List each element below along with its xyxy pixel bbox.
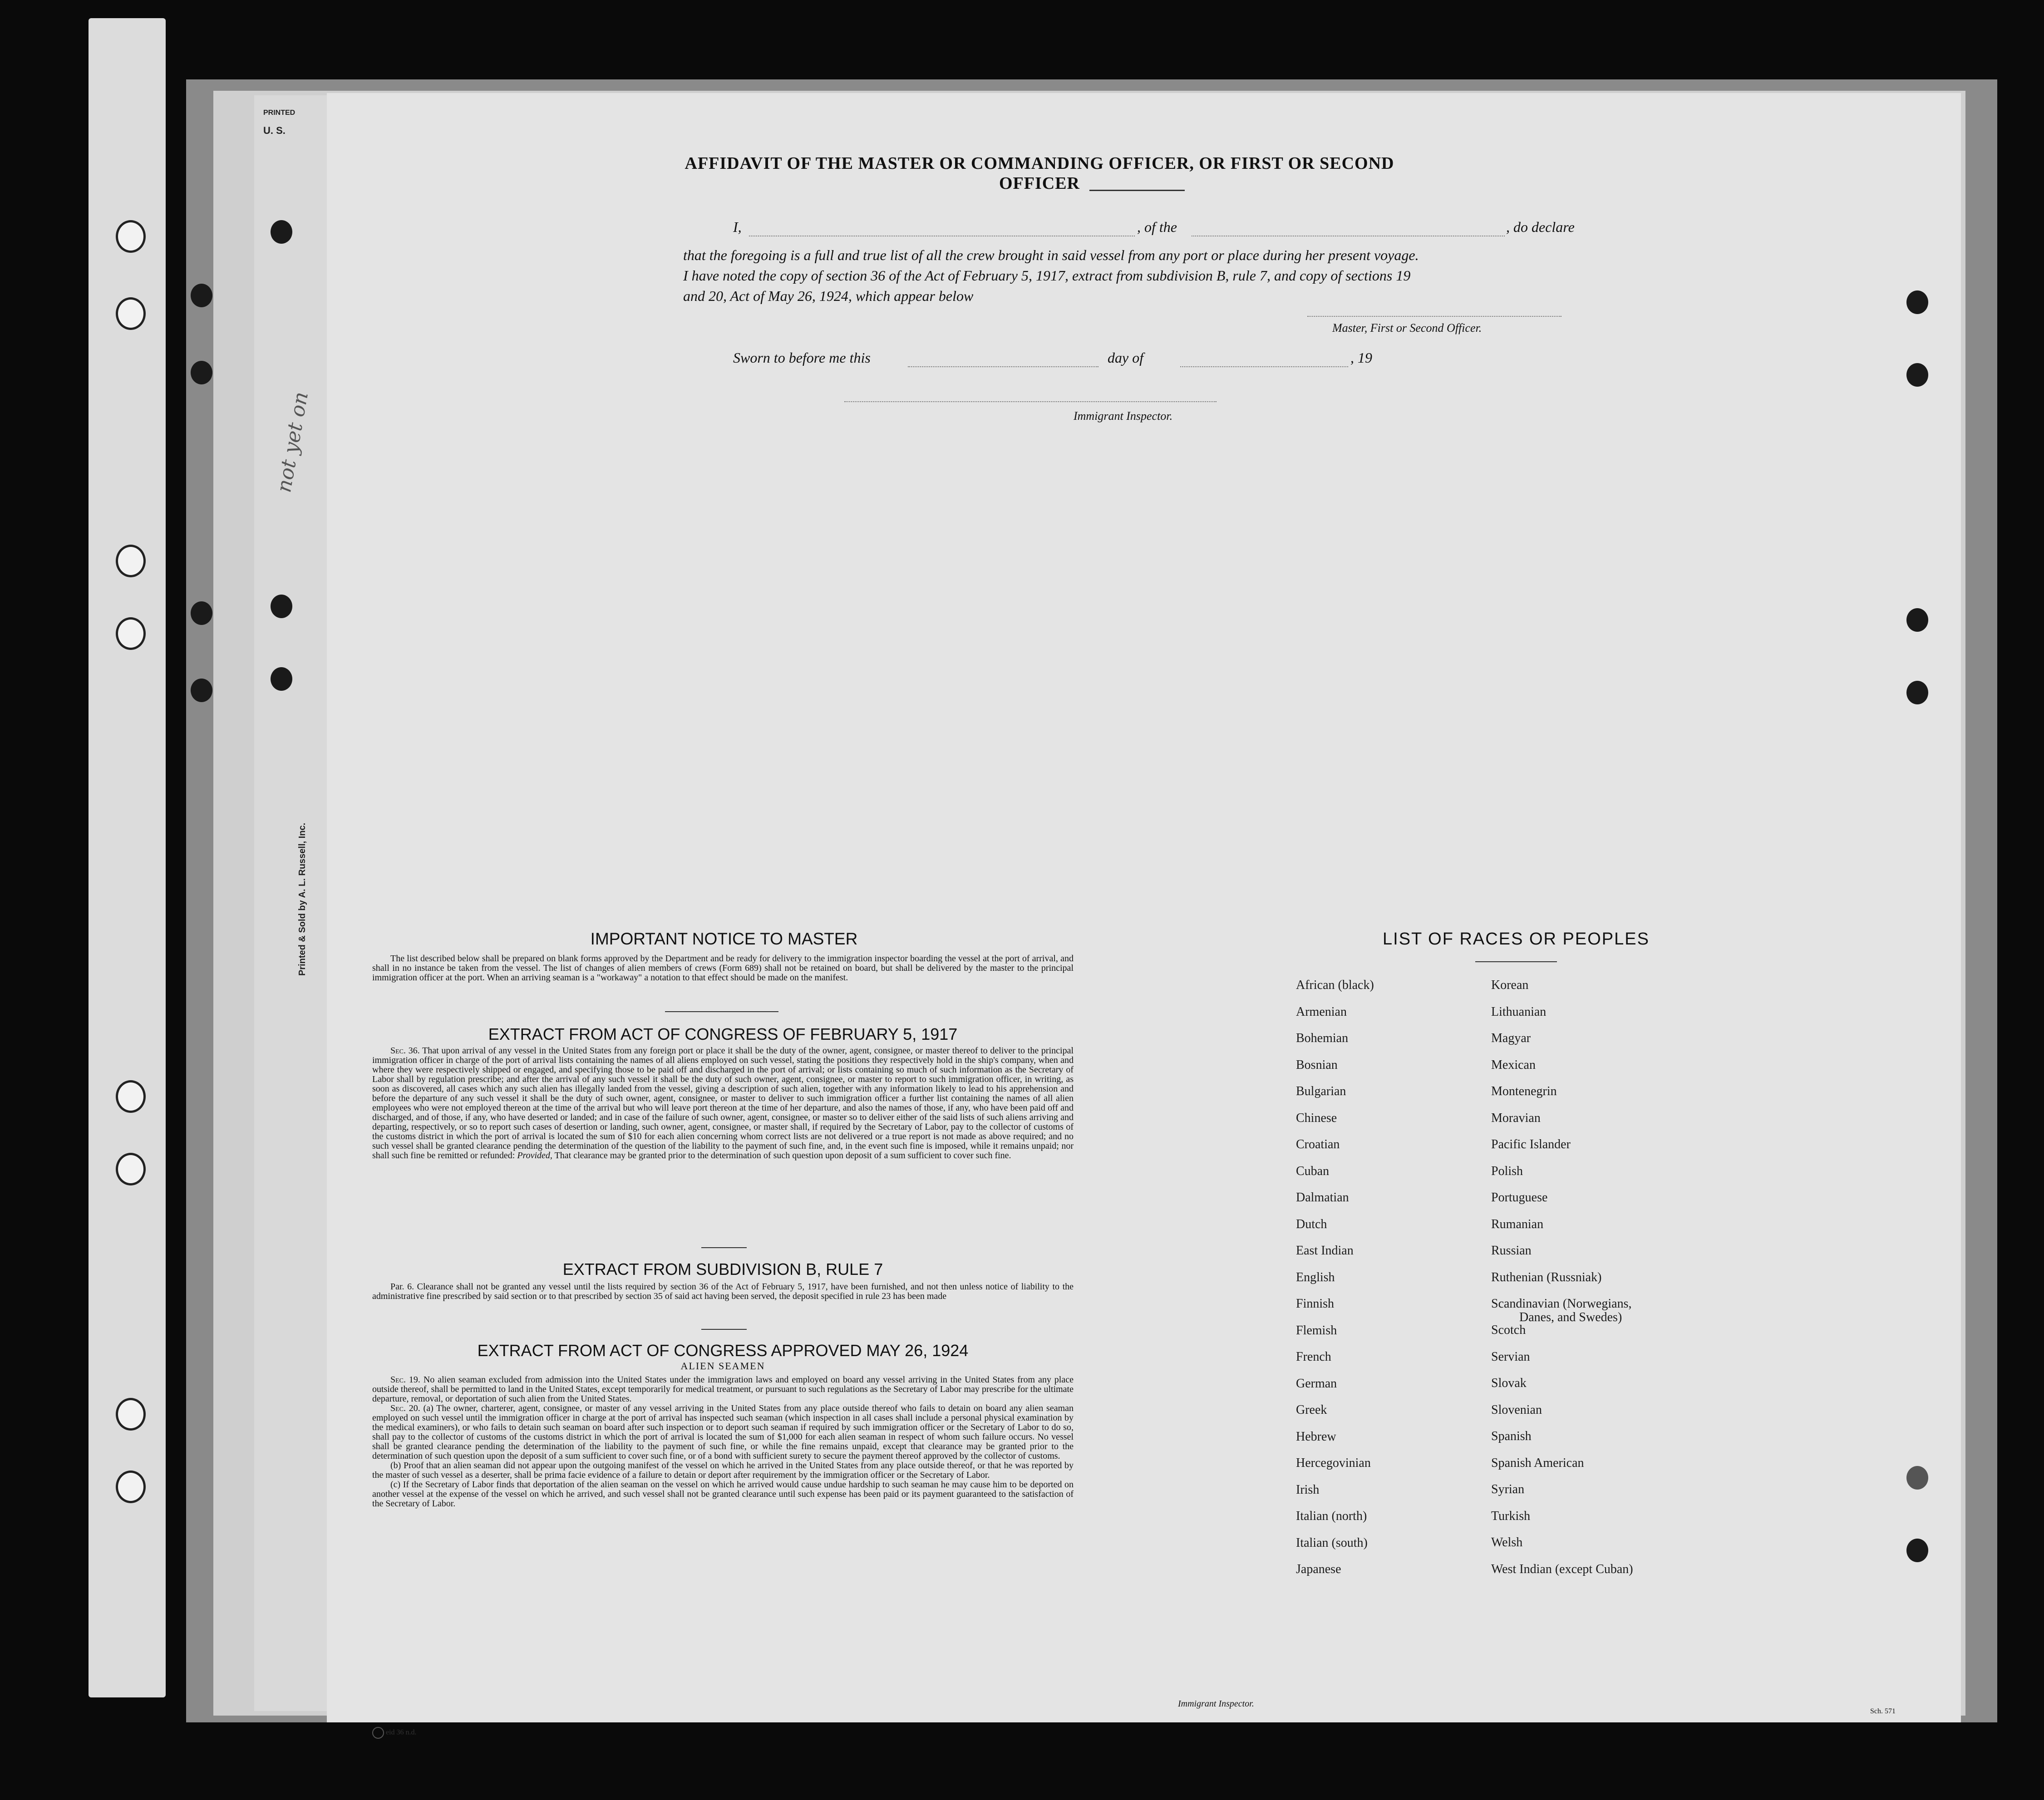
binder-label-us: U. S. [263, 125, 286, 136]
races-heading: LIST OF RACES OR PEOPLES [1383, 930, 1650, 949]
statement-line: and 20, Act of May 26, 1924, which appear below [683, 288, 974, 304]
master-signature-field[interactable] [1307, 305, 1561, 317]
extract-rule7-text [372, 1282, 1074, 1301]
sworn-label: Sworn to before me this [733, 349, 871, 366]
binder-label-printed: PRINTED [263, 109, 296, 117]
punch-hole [1906, 1466, 1928, 1490]
proviso-label: Provided, [517, 1151, 552, 1161]
punch-hole [116, 1470, 146, 1503]
race-item: Cuban [1296, 1164, 1330, 1178]
extract-1917-text [372, 1046, 1074, 1161]
affidavit-title: AFFIDAVIT OF THE MASTER OR COMMANDING OFFICER, OR FIRST OR SECOND OFFICER [685, 154, 1394, 193]
punch-hole [116, 220, 146, 253]
race-item: Armenian [1296, 1004, 1347, 1019]
schedule-number: Sch. 571 [1870, 1707, 1896, 1715]
race-item: Dalmatian [1296, 1190, 1349, 1205]
declare-i: I, [733, 219, 742, 235]
race-item: Finnish [1296, 1297, 1335, 1311]
race-item: African (black) [1296, 978, 1374, 992]
race-item: Bohemian [1296, 1031, 1349, 1045]
punch-hole [191, 679, 212, 702]
race-item: French [1296, 1350, 1331, 1364]
race-item: Bosnian [1296, 1057, 1338, 1072]
races-right-column [1491, 978, 1633, 1589]
punch-hole [116, 297, 146, 330]
race-item: Scandinavian (Norwegians, [1491, 1297, 1632, 1311]
inspector-signature-field[interactable] [844, 390, 1217, 402]
race-item: Italian (north) [1296, 1509, 1367, 1523]
punch-hole [271, 220, 292, 244]
print-code [372, 1727, 417, 1739]
punch-hole [1906, 363, 1928, 387]
affidavit-statement [683, 245, 1591, 306]
section-rule [701, 1329, 747, 1330]
master-signature-label: Master, First or Second Officer. [1332, 321, 1482, 334]
race-item: Lithuanian [1491, 1004, 1547, 1019]
notice-heading: IMPORTANT NOTICE TO MASTER [590, 930, 858, 948]
declare-end: , do declare [1506, 219, 1575, 235]
handwritten-note: not yet on [272, 390, 313, 494]
race-item: Hercegovinian [1296, 1456, 1371, 1470]
race-item: Scotch [1491, 1323, 1526, 1337]
punch-hole [1906, 608, 1928, 632]
race-item: West Indian (except Cuban) [1491, 1562, 1633, 1576]
punch-hole [116, 1080, 146, 1113]
race-item: Moravian [1491, 1111, 1541, 1125]
sec19-paragraph [372, 1375, 1074, 1404]
extract-rule7-body: Par. 6. Clearance shall not be granted any vessel until the lists required by section 36 of the Act of February 5, 1917, have been furnished, and not then unless notice of liability to the administrative fine prescribed by said section or to that prescribed by section 35 of said act having been served, the deposit specified in rule 23 has been made [372, 1282, 1074, 1301]
inspector-label: Immigrant Inspector. [1074, 409, 1173, 423]
punch-hole [116, 1153, 146, 1185]
statement-line: that the foregoing is a full and true list of all the crew brought in said vessel from any port or place during her present voyage. [683, 247, 1419, 263]
race-item: Syrian [1491, 1482, 1525, 1496]
race-item: Montenegrin [1491, 1084, 1557, 1098]
race-item: Japanese [1296, 1562, 1341, 1576]
name-field[interactable] [749, 220, 1135, 236]
binder-strip [89, 18, 166, 1697]
sec20c-paragraph [372, 1480, 1074, 1509]
punch-hole [191, 361, 212, 384]
race-item: Greek [1296, 1403, 1327, 1417]
printer-imprint: Printed & Sold by A. L. Russell, Inc. [297, 822, 307, 976]
race-item: Bulgarian [1296, 1084, 1346, 1098]
section-rule [665, 1011, 778, 1012]
race-item: Hebrew [1296, 1429, 1336, 1444]
day-of-label: day of [1108, 349, 1144, 366]
race-item: Chinese [1296, 1111, 1337, 1125]
alien-seamen-subheading: ALIEN SEAMEN [680, 1360, 765, 1372]
race-item: English [1296, 1270, 1335, 1284]
sec19-label: Sec. 19. [390, 1375, 420, 1385]
extract-1924-text [372, 1375, 1074, 1509]
race-item: Magyar [1491, 1031, 1531, 1045]
vessel-field[interactable] [1192, 220, 1505, 236]
punch-hole [116, 617, 146, 650]
race-item: East Indian [1296, 1244, 1354, 1258]
race-item: Mexican [1491, 1057, 1536, 1072]
union-bug-icon [372, 1727, 384, 1739]
sec20a-body: (a) The owner, charterer, agent, consignee, or master of any vessel arriving in the United States from any place outside thereof who fails to detain on board any alien seaman employed on such vessel until the immigration officer in charge at the port of arrival has inspected such seaman (which inspection in all cases shall include a personal physical examination by the medical examiners), or who fails to detain such seaman on board after such inspection or to deport such seaman if required by such immigration officer or the Secretary of Labor to do so, shall pay to the collector of customs of the customs district in which the port of arrival is located the sum of $1,000 for each alien seaman in respect of whom such failure occurs. No vessel shall be granted clearance pending the determination of the liability to the payment of such fine, or while the fine remains unpaid, except that clearance may be granted prior to the determination of such question upon the deposit of a sum sufficient to cover such fine, or of a bond with sufficient surety to secure the payment thereof approved by the collector of customs. [372, 1403, 1074, 1461]
punch-hole [116, 1398, 146, 1431]
race-item: Polish [1491, 1164, 1523, 1178]
punch-hole [271, 667, 292, 691]
sworn-month-field[interactable] [1180, 351, 1348, 367]
proviso-text: That clearance may be granted prior to the determination of such question upon deposit of a sum sufficient to cover such fine. [554, 1151, 1011, 1161]
race-item: Irish [1296, 1482, 1320, 1497]
race-item: Croatian [1296, 1137, 1340, 1151]
footer-inspector-label: Immigrant Inspector. [1178, 1699, 1254, 1709]
extract-rule7-heading: EXTRACT FROM SUBDIVISION B, RULE 7 [562, 1260, 883, 1279]
sec20c-body: (c) If the Secretary of Labor finds that deportation of the alien seaman on the vessel on which he arrived would cause undue hardship to such seaman he may cause him to be deported on another vessel at the expense of the vessel on which he arrived, and such vessel shall not be granted clearance until such expense has been paid or its payment guaranteed to the satisfaction of the Secretary of Labor. [372, 1480, 1074, 1509]
punch-hole [191, 601, 212, 625]
race-item: Rumanian [1491, 1217, 1544, 1231]
race-item-continued: Danes, and Swedes) [1519, 1310, 1622, 1324]
extract-1924-heading: EXTRACT FROM ACT OF CONGRESS APPROVED MAY 26, 1924 [477, 1341, 969, 1360]
race-item: Dutch [1296, 1217, 1327, 1231]
race-item: Spanish American [1491, 1456, 1584, 1470]
race-item: Korean [1491, 978, 1529, 992]
race-item: Italian (south) [1296, 1535, 1368, 1550]
race-item: Servian [1491, 1349, 1530, 1364]
race-item: Slovak [1491, 1376, 1527, 1390]
year-label: , 19 [1350, 349, 1372, 366]
section-rule [701, 1247, 747, 1248]
extract-1917-heading: EXTRACT FROM ACT OF CONGRESS OF FEBRUARY 5, 1917 [488, 1025, 958, 1043]
punch-hole [191, 284, 212, 307]
race-item: Welsh [1491, 1535, 1523, 1549]
punch-hole [1906, 1539, 1928, 1562]
race-item: Flemish [1296, 1323, 1337, 1338]
declare-of-the: , of the [1137, 219, 1177, 235]
punch-hole [116, 545, 146, 577]
title-rule [1089, 190, 1185, 191]
punch-hole [1906, 681, 1928, 704]
races-rule [1475, 961, 1557, 962]
statement-line: I have noted the copy of section 36 of the Act of February 5, 1917, extract from subdivision B, rule 7, and copy of sections 19 [683, 267, 1411, 284]
sec20b-paragraph [372, 1461, 1074, 1480]
sec20-label: Sec. 20. [390, 1403, 420, 1413]
race-item: German [1296, 1376, 1337, 1391]
punch-hole [1906, 290, 1928, 314]
sworn-day-field[interactable] [908, 351, 1098, 367]
punch-hole [271, 595, 292, 618]
races-left-column [1296, 978, 1374, 1589]
race-item: Slovenian [1491, 1402, 1542, 1417]
sec20a-paragraph [372, 1404, 1074, 1461]
notice-body: The list described below shall be prepared on blank forms approved by the Department and be ready for delivery to the immigration inspector boarding the vessel at the port of arrival, and shall in no instance be taken from the vessel. The list of changes of alien members of crews (Form 689) shall not be retained on board, but shall be delivered by the master to the principal immigration officer at the port. When an arriving seaman is a "workaway" a notation to that effect should be made on the manifest. [372, 954, 1074, 983]
section-label: Sec. 36. [390, 1046, 420, 1056]
race-item: Spanish [1491, 1429, 1532, 1443]
race-item: Turkish [1491, 1509, 1531, 1523]
race-item: Ruthenian (Russniak) [1491, 1270, 1602, 1284]
race-item: Portuguese [1491, 1190, 1548, 1205]
sec19-body: No alien seaman excluded from admission into the United States under the immigration laws and employed on board any vessel arriving in the United States from any place outside thereof, shall be permitted to land in the United States, except temporarily for medical treatment, or pursuant to such regulations as the Secretary of Labor may prescribe for the ultimate departure, removal, or deportation of such alien from the United States. [372, 1375, 1074, 1404]
race-item: Pacific Islander [1491, 1137, 1571, 1151]
notice-text [372, 954, 1074, 983]
print-code-text: eid 36 n.d. [386, 1728, 417, 1736]
race-item: Russian [1491, 1244, 1532, 1258]
extract-1917-body: That upon arrival of any vessel in the United States from any foreign port or place it shall be the duty of the owner, agent, consignee, or master thereof to deliver to the principal immigration officer in charge of the port of arrival lists containing the names of all aliens employed on such vessel, stating the positions they respectively hold in the ship's company, when and where they were respectively shipped or engaged, and specifying those to be paid off and discharged in the port of arrival; or lists containing so much of such information as the Secretary of Labor shall by regulation prescribe; and after the arrival of any such vessel it shall be the duty of such owner, agent, consignee, or master to report to such immigration officer, in writing, as soon as discovered, all cases which any such alien has illegally landed from the vessel, giving a description of such alien, together with any information likely to lead to his apprehension and before the departure of any such vessel it shall be the duty of such owner, agent, consignee, or master to deliver to such immigration officer a further list containing the names of all alien employees who were not employed thereon at the time of the arrival but who will leave port thereon at the time of her departure, and also the names of those, if any, who have been paid off and discharged, and of those, if any, who have deserted or landed; and in case of the failure of such owner, agent, consignee, or master so to deliver either of the said lists of such aliens arriving and departing, respectively, or so to report such cases of desertion or landing, such owner, agent, consignee, or master shall, if required by the Secretary of Labor, pay to the collector of customs of the customs district in which the port of arrival is located the sum of $10 for each alien concerning whom correct lists are not delivered or a true report is not made as above required; and no such vessel shall be granted clearance pending the determination of the question of the liability to the payment of such fine, and, in the event such fine is imposed, while it remains unpaid; nor shall such fine be remitted or refunded: [372, 1046, 1074, 1161]
sec20b-body: (b) Proof that an alien seaman did not appear upon the outgoing manifest of the vessel on which he arrived in the United States from any place outside thereof, or that he was reported by the master of such vessel as a deserter, shall be prima facie evidence of a failure to detain or deport after requirement by the immigration officer or the Secretary of Labor. [372, 1461, 1074, 1480]
